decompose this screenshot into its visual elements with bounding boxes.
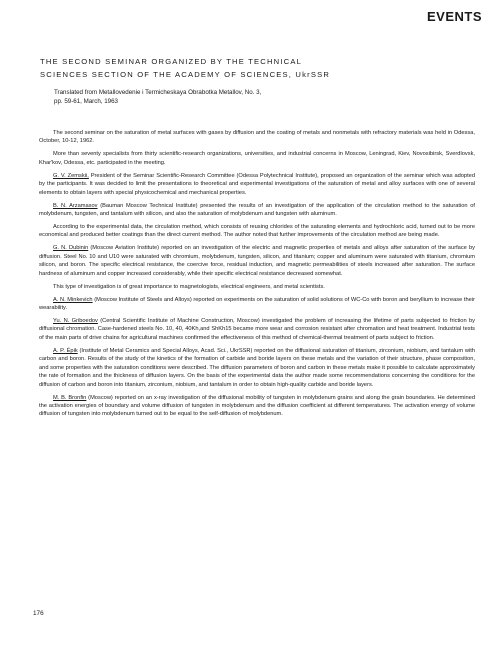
section-heading: EVENTS	[426, 9, 482, 24]
translation-source	[54, 88, 454, 106]
speaker-name: Yu. N. Griboedov	[53, 318, 98, 325]
speaker-name: G. N. Dubinin	[53, 245, 89, 252]
paragraph-text: (Moscow Institute of Steels and Alloys) reported on experiments on the saturation of solid solutions of WC-Co with boron and beryllium to increase their wearability.	[39, 296, 475, 312]
paragraph	[39, 150, 475, 167]
paragraph-text: (Moscow) reported on an x-ray investigation of the diffusional mobility of tungsten in molybdenum grains and along the grain boundaries. He determined the activation energies of boundary and volume diffusion of tungsten in molybdenum and the diffusion coefficient at different temperatures. The activation energy of volume diffusion of tungsten into molybdenum turned out to be equal to the self-diffusion of molybdenum.	[39, 394, 476, 418]
paragraph	[39, 129, 475, 146]
paragraph-text: More than seventy specialists from thirty scientific-research organizations, universities, and industrial concerns in Moscow, Leningrad, Kiev, Novosibirsk, Sverdlovsk, Khar'kov, Odessa, etc. participated in the meeting.	[39, 151, 475, 166]
paragraph	[39, 296, 475, 313]
paragraph-text: (Bauman Moscow Technical Institute) presented the results of an investigation of the application of the circulation method to the saturation of molybdenum, tungsten, and tantalum with silicon, and also the saturation of molybdenum and tungsten with aluminum.	[39, 202, 475, 218]
paragraph	[39, 244, 475, 278]
paragraph-text: This type of investigation is of great importance to magnetologists, electrical engineers, and metal scientists.	[53, 283, 325, 290]
paragraph	[39, 347, 475, 389]
source-line-2: pp. 59-61, March, 1963	[54, 98, 118, 106]
paragraph-text: (Institute of Metal Ceramics and Special Alloys, Acad. Sci., UkrSSR) reported on the diffusional saturation of titanium, zirconium, niobium, and tantalum with carbon and boron. Results of the study of the kinetics of the formation of carbide and boride layers on these metals and the variation of their structure, phase composition, and some properties with the saturation conditions were described. The diffusion parameters of boron and carbon in these metals make it possible to calculate approximately the rate of formation and the thickness of diffusion layers. On the basis of the experimental data the author made some recommendations concerning the conditions for the diffusion of carbon and boron into titanium, zirconium, niobium, and tantalum in order to obtain high-quality carbide and boride layers.	[39, 347, 475, 388]
paragraph-text: According to the experimental data, the circulation method, which consists of reusing chlorides of the saturating elements and hydrochloric acid, turned out to be more economical and produced better coatings than the direct current method. The author noted that further improvements of the circulation method are being made.	[39, 224, 475, 239]
title-line-2: SCIENCES SECTION OF THE ACADEMY OF SCIENCES, UkrSSR	[40, 70, 331, 79]
paragraph-text: The second seminar on the saturation of metal surfaces with gases by diffusion and the coating of metals and nonmetals with refractory materials was held in Odessa, October, 10-12, 1962.	[39, 130, 475, 145]
speaker-name: B. N. Arzamasov	[53, 202, 98, 209]
source-line-1: Translated from Metallovedenie i Termicheskaya Obrabotka Metallov, No. 3,	[54, 89, 262, 96]
speaker-name: A. N. Minkevich	[53, 296, 93, 303]
speaker-name: G. V. Zemskii,	[53, 172, 89, 179]
paragraph-text: (Central Scientific Institute of Machine Construction, Moscow) investigated the problem of increasing the lifetime of parts subjected to friction by diffusional chromation. Case-hardened steels No. 10, 40, 40Kh,and ShKh15 became more wear and corrosion resistant after chromation and heat treatment. Industrial tests of the main parts of drive chains for agricultural machines confirmed the effectiveness of this method of chemical-thermal treatment of parts subject to friction.	[39, 318, 475, 341]
paragraph	[39, 172, 475, 197]
paragraph-text: (Moscow Aviation Institute) reported on an investigation of the electric and magnetic properties of metals and alloys after saturation of the surface by diffusion. Steel No. 10 and U10 were saturated with chromium, molybdenum, tungsten, silicon, and titanium; copper and aluminum were saturated with titanium, chromium silicon, and boron. The specific electrical resistance, the coercive force, residual induction, and magnetic permeabilities of steels increased after saturation. The surface hardness of aluminum and copper increased considerably, while their specific electrical resistance decreased somewhat.	[39, 245, 475, 277]
paragraph	[39, 317, 475, 342]
paragraph	[39, 283, 475, 291]
paragraph	[39, 394, 475, 419]
paragraph	[39, 223, 475, 240]
paragraph	[39, 202, 475, 219]
article-body	[39, 129, 475, 423]
paragraph-text: President of the Seminar Scientific-Research Committee (Odessa Polytechnical Institute), proposed an organization of the seminar which was adopted by the participants. It was decided to limit the presentations to theoretical and experimental investigations of the saturation of metal and alloy surfaces with one of several elements to obtain layers with special physicochemical and mechanical properties.	[39, 172, 476, 196]
speaker-name: A. P. Épik	[53, 347, 78, 354]
title-line-1: THE SECOND SEMINAR ORGANIZED BY THE TECHNICAL	[40, 57, 303, 66]
page-number: 176	[33, 610, 44, 617]
speaker-name: M. B. Bronfin	[53, 394, 87, 401]
article-title	[40, 55, 480, 81]
